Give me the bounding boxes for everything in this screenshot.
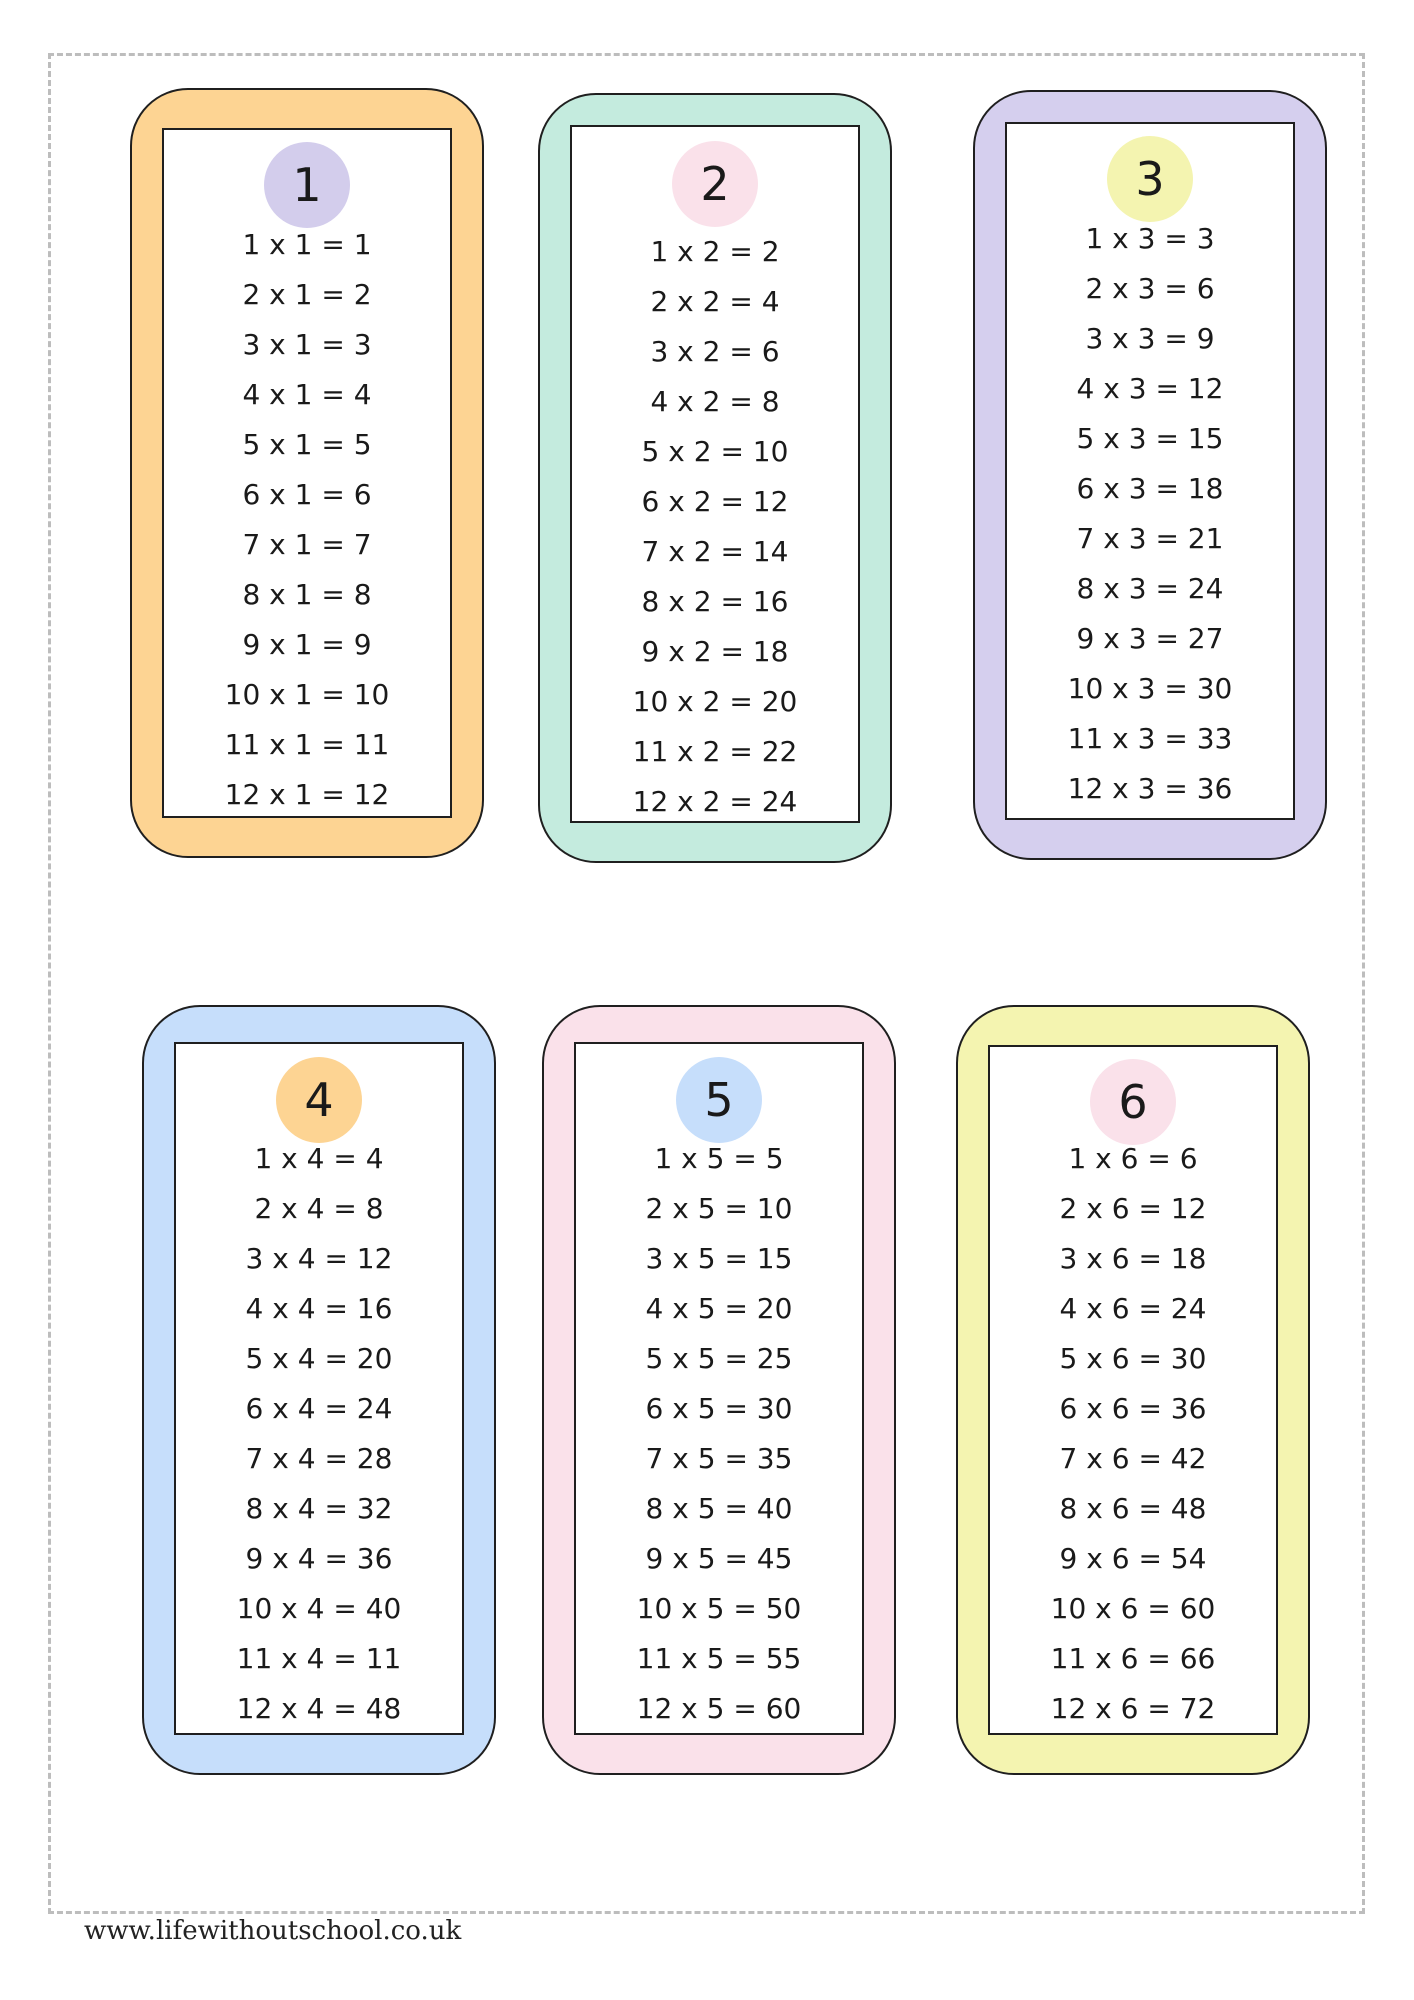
website-url: www.lifewithoutschool.co.uk bbox=[84, 1916, 462, 1946]
multiplication-row: 5 x 4 = 20 bbox=[245, 1342, 393, 1375]
multiplication-row: 8 x 5 = 40 bbox=[645, 1492, 793, 1525]
multiplication-row: 5 x 2 = 10 bbox=[641, 435, 789, 468]
multiplication-row: 3 x 2 = 6 bbox=[650, 335, 780, 368]
times-table-card-2 bbox=[538, 93, 892, 863]
multiplication-row: 2 x 5 = 10 bbox=[645, 1192, 793, 1225]
multiplication-row: 8 x 1 = 8 bbox=[242, 578, 372, 611]
multiplication-row: 6 x 4 = 24 bbox=[245, 1392, 393, 1425]
multiplication-row: 9 x 6 = 54 bbox=[1059, 1542, 1207, 1575]
multiplication-row: 10 x 2 = 20 bbox=[632, 685, 798, 718]
multiplication-row: 2 x 2 = 4 bbox=[650, 285, 780, 318]
multiplication-row: 6 x 6 = 36 bbox=[1059, 1392, 1207, 1425]
multiplication-row: 12 x 6 = 72 bbox=[1050, 1692, 1216, 1725]
multiplication-row: 1 x 2 = 2 bbox=[650, 235, 780, 268]
multiplication-list bbox=[572, 227, 858, 827]
multiplication-row: 11 x 5 = 55 bbox=[636, 1642, 802, 1675]
multiplication-row: 10 x 5 = 50 bbox=[636, 1592, 802, 1625]
multiplication-row: 5 x 6 = 30 bbox=[1059, 1342, 1207, 1375]
multiplication-row: 6 x 1 = 6 bbox=[242, 478, 372, 511]
multiplication-row: 4 x 2 = 8 bbox=[650, 385, 780, 418]
multiplication-row: 1 x 6 = 6 bbox=[1068, 1142, 1198, 1175]
multiplication-row: 10 x 1 = 10 bbox=[224, 678, 390, 711]
multiplication-row: 7 x 4 = 28 bbox=[245, 1442, 393, 1475]
multiplication-row: 1 x 5 = 5 bbox=[654, 1142, 784, 1175]
multiplication-row: 7 x 5 = 35 bbox=[645, 1442, 793, 1475]
multiplication-row: 8 x 3 = 24 bbox=[1076, 572, 1224, 605]
multiplication-row: 3 x 3 = 9 bbox=[1085, 322, 1215, 355]
multiplication-row: 3 x 1 = 3 bbox=[242, 328, 372, 361]
multiplication-row: 12 x 3 = 36 bbox=[1067, 772, 1233, 805]
multiplication-row: 11 x 2 = 22 bbox=[632, 735, 798, 768]
multiplication-list bbox=[576, 1134, 862, 1734]
multiplication-row: 12 x 4 = 48 bbox=[236, 1692, 402, 1725]
multiplication-row: 4 x 1 = 4 bbox=[242, 378, 372, 411]
multiplication-row: 2 x 1 = 2 bbox=[242, 278, 372, 311]
multiplication-row: 8 x 6 = 48 bbox=[1059, 1492, 1207, 1525]
multiplication-row: 1 x 4 = 4 bbox=[254, 1142, 384, 1175]
multiplication-list bbox=[164, 220, 450, 820]
multiplication-row: 10 x 3 = 30 bbox=[1067, 672, 1233, 705]
multiplication-row: 12 x 5 = 60 bbox=[636, 1692, 802, 1725]
multiplication-row: 9 x 4 = 36 bbox=[245, 1542, 393, 1575]
multiplication-row: 9 x 1 = 9 bbox=[242, 628, 372, 661]
times-table-card-3 bbox=[973, 90, 1327, 860]
multiplication-row: 11 x 1 = 11 bbox=[224, 728, 390, 761]
multiplication-row: 6 x 2 = 12 bbox=[641, 485, 789, 518]
multiplication-row: 3 x 4 = 12 bbox=[245, 1242, 393, 1275]
multiplication-row: 12 x 2 = 24 bbox=[632, 785, 798, 818]
multiplication-row: 6 x 5 = 30 bbox=[645, 1392, 793, 1425]
multiplication-row: 8 x 2 = 16 bbox=[641, 585, 789, 618]
multiplication-row: 2 x 3 = 6 bbox=[1085, 272, 1215, 305]
multiplication-row: 11 x 3 = 33 bbox=[1067, 722, 1233, 755]
table-number-badge: 5 bbox=[676, 1057, 762, 1143]
multiplication-list bbox=[176, 1134, 462, 1734]
multiplication-list bbox=[1007, 214, 1293, 814]
card-panel bbox=[988, 1045, 1278, 1735]
multiplication-row: 7 x 6 = 42 bbox=[1059, 1442, 1207, 1475]
multiplication-row: 5 x 5 = 25 bbox=[645, 1342, 793, 1375]
multiplication-row: 6 x 3 = 18 bbox=[1076, 472, 1224, 505]
multiplication-row: 4 x 3 = 12 bbox=[1076, 372, 1224, 405]
times-table-card-5 bbox=[542, 1005, 896, 1775]
multiplication-row: 4 x 4 = 16 bbox=[245, 1292, 393, 1325]
card-panel bbox=[162, 128, 452, 818]
multiplication-row: 5 x 1 = 5 bbox=[242, 428, 372, 461]
multiplication-row: 12 x 1 = 12 bbox=[224, 778, 390, 811]
multiplication-row: 11 x 4 = 11 bbox=[236, 1642, 402, 1675]
table-number-badge: 1 bbox=[264, 142, 350, 228]
multiplication-row: 4 x 5 = 20 bbox=[645, 1292, 793, 1325]
times-table-card-4 bbox=[142, 1005, 496, 1775]
multiplication-row: 5 x 3 = 15 bbox=[1076, 422, 1224, 455]
multiplication-list bbox=[990, 1134, 1276, 1734]
multiplication-row: 9 x 2 = 18 bbox=[641, 635, 789, 668]
multiplication-row: 10 x 6 = 60 bbox=[1050, 1592, 1216, 1625]
times-table-card-1 bbox=[130, 88, 484, 858]
multiplication-row: 2 x 4 = 8 bbox=[254, 1192, 384, 1225]
multiplication-row: 9 x 3 = 27 bbox=[1076, 622, 1224, 655]
times-table-card-6 bbox=[956, 1005, 1310, 1775]
multiplication-row: 8 x 4 = 32 bbox=[245, 1492, 393, 1525]
multiplication-row: 7 x 2 = 14 bbox=[641, 535, 789, 568]
card-panel bbox=[1005, 122, 1295, 820]
multiplication-row: 1 x 1 = 1 bbox=[242, 228, 372, 261]
multiplication-row: 1 x 3 = 3 bbox=[1085, 222, 1215, 255]
multiplication-row: 11 x 6 = 66 bbox=[1050, 1642, 1216, 1675]
table-number-badge: 6 bbox=[1090, 1059, 1176, 1145]
multiplication-row: 10 x 4 = 40 bbox=[236, 1592, 402, 1625]
multiplication-row: 9 x 5 = 45 bbox=[645, 1542, 793, 1575]
multiplication-row: 3 x 5 = 15 bbox=[645, 1242, 793, 1275]
multiplication-row: 3 x 6 = 18 bbox=[1059, 1242, 1207, 1275]
multiplication-row: 7 x 1 = 7 bbox=[242, 528, 372, 561]
table-number-badge: 2 bbox=[672, 141, 758, 227]
card-panel bbox=[574, 1042, 864, 1735]
multiplication-row: 7 x 3 = 21 bbox=[1076, 522, 1224, 555]
multiplication-row: 2 x 6 = 12 bbox=[1059, 1192, 1207, 1225]
table-number-badge: 3 bbox=[1107, 136, 1193, 222]
table-number-badge: 4 bbox=[276, 1057, 362, 1143]
card-panel bbox=[570, 125, 860, 823]
card-panel bbox=[174, 1042, 464, 1735]
multiplication-row: 4 x 6 = 24 bbox=[1059, 1292, 1207, 1325]
